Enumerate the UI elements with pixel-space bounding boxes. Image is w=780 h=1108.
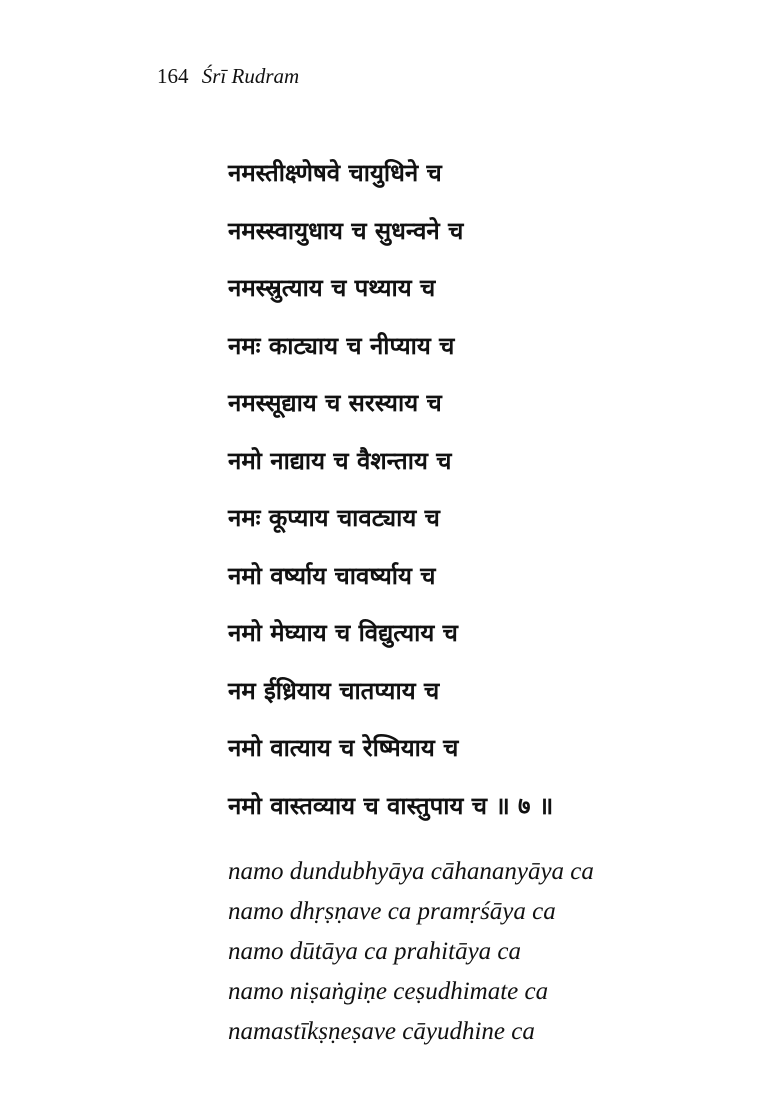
verse-line: नमस्स्रुत्याय च पथ्याय च — [228, 274, 436, 302]
page-header — [157, 64, 299, 89]
verse-line: नमस्तीक्ष्णेषवे चायुधिने च — [228, 159, 442, 187]
verse-line: नमस्सूद्याय च सरस्याय च — [228, 389, 442, 417]
devanagari-verses — [228, 145, 553, 835]
transliteration-line: namastīkṣṇeṣave cāyudhine ca — [228, 1018, 535, 1045]
transliteration-line: namo dhṛṣṇave ca pramṛśāya ca — [228, 898, 556, 925]
verse-line: नमो नाद्याय च वैशन्ताय च — [228, 446, 452, 475]
verse-line: नमो वात्याय च रेष्मियाय च — [228, 734, 459, 762]
page-number: 164 — [157, 64, 189, 88]
transliteration-line: namo dūtāya ca prahitāya ca — [228, 938, 522, 965]
verse-line: नम ईध्रियाय चातप्याय च — [228, 676, 440, 705]
verse-line: नमस्स्वायुधाय च सुधन्वने च — [228, 216, 464, 245]
verse-line: नमः काट्याय च नीप्याय च — [228, 331, 455, 360]
verse-line: नमो मेघ्याय च विद्युत्याय च — [228, 619, 458, 647]
transliteration-line: namo niṣaṅgiṇe ceṣudhimate ca — [228, 978, 549, 1005]
transliteration-line: namo dundubhyāya cāhananyāya ca — [228, 858, 594, 885]
running-title: Śrī Rudram — [201, 64, 300, 88]
verse-line: नमो वर्ष्याय चावर्ष्याय च — [228, 561, 436, 590]
transliteration-block — [228, 852, 594, 1052]
verse-line: नमो वास्तव्याय च वास्तुपाय च ॥ ७ ॥ — [228, 791, 554, 820]
verse-line: नमः कूप्याय चावट्याय च — [228, 504, 440, 532]
